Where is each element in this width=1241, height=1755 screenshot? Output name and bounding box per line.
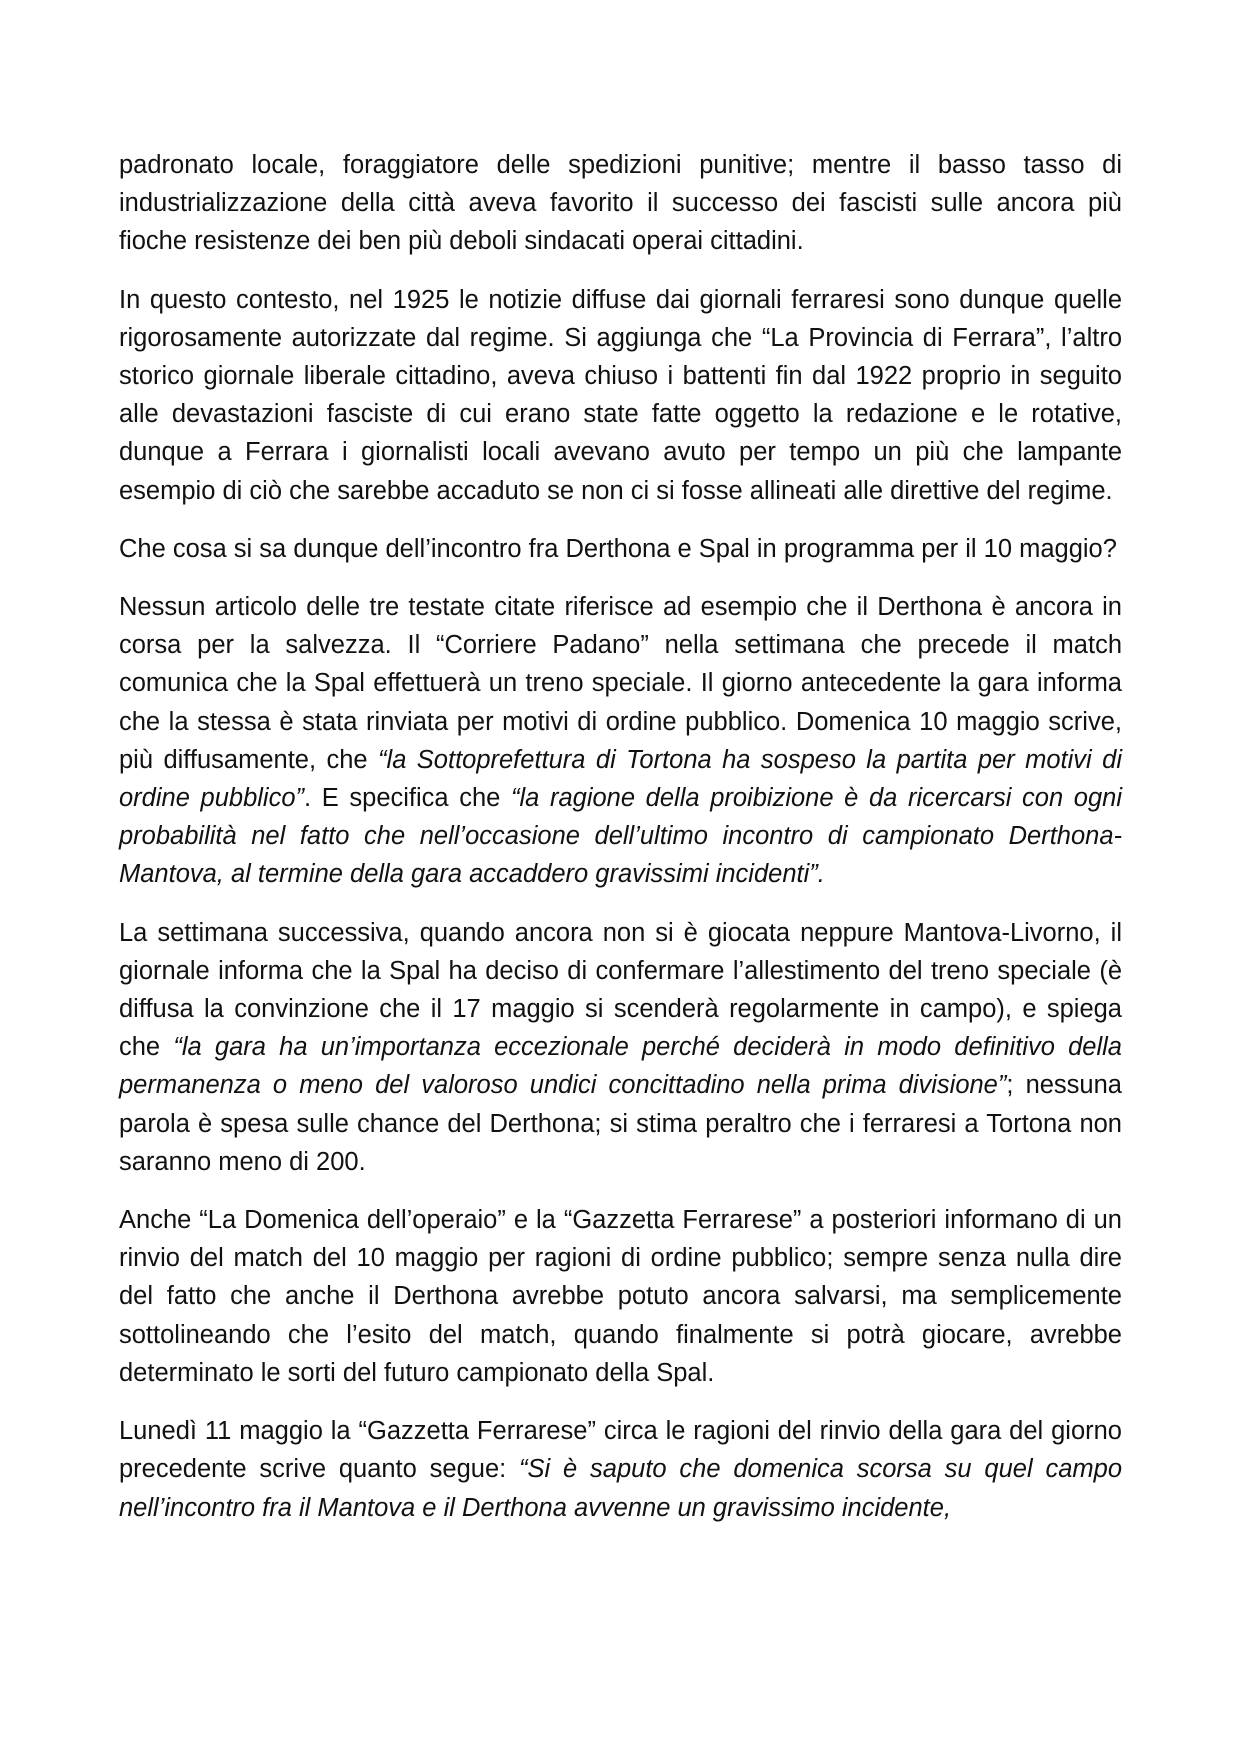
paragraph [119, 146, 1122, 261]
body-text [119, 146, 1122, 1547]
paragraph [119, 281, 1122, 510]
italic-quote: “la ragione della proibizione è da ricercarsi con ogni probabilità nel fatto che nell’occasione dell’ultimo incontro di campionato Derthona-Mantova, al termine della gara accaddero gravissimi incidenti”. [119, 784, 1123, 889]
paragraph-text: Che cosa si sa dunque dell’incontro fra Derthona e Spal in programma per il 10 maggio? [119, 534, 1117, 563]
paragraph-text: Anche “La Domenica dell’operaio” e la “Gazzetta Ferrarese” a posteriori informano di un rinvio del match del 10 maggio per ragioni di ordine pubblico; sempre senza nulla dire del fatto che anche il Derthona avrebbe potuto ancora salvarsi, ma semplicemente sottolineando che l’esito del match, quando finalmente si potrà giocare, avrebbe determinato le sorti del futuro campionato della Spal. [119, 1206, 1122, 1387]
paragraph-text: . E specifica che [304, 784, 511, 813]
italic-quote: “la Sottoprefettura di Tortona ha sospeso la partita per motivi di ordine pubblico” [119, 745, 1122, 813]
paragraph [119, 588, 1122, 894]
italic-quote: “Si è saputo che domenica scorsa su quel campo nell’incontro fra il Mantova e il Derthona avvenne un gravissimo incidente, [119, 1455, 1122, 1522]
paragraph-text: Lunedì 11 maggio la “Gazzetta Ferrarese” circa le ragioni del rinvio della gara del giorno precedente scrive quanto segue: [119, 1417, 1122, 1484]
paragraph [119, 530, 1122, 568]
paragraph [119, 1201, 1122, 1392]
paragraph [119, 1412, 1122, 1527]
paragraph-text: Nessun articolo delle tre testate citate riferisce ad esempio che il Derthona è ancora in corsa per la salvezza. Il “Corriere Padano” nella settimana che precede il match comunica che la Spal effettuerà un treno speciale. Il giorno antecedente la gara informa che la stessa è stata rinviata per motivi di ordine pubblico. Domenica 10 maggio scrive, più diffusamente, che [119, 593, 1122, 774]
paragraph-text: padronato locale, foraggiatore delle spedizioni punitive; mentre il basso tasso di industrializzazione della città aveva favorito il successo dei fascisti sulle ancora più fioche resistenze dei ben più deboli sindacati operai cittadini. [119, 151, 1122, 256]
paragraph-text: La settimana successiva, quando ancora non si è giocata neppure Mantova-Livorno, il giornale informa che la Spal ha deciso di confermare l’allestimento del treno speciale (è diffusa la convinzione che il 17 maggio si scenderà regolarmente in campo), e spiega che [119, 918, 1122, 1062]
paragraph-text: ; nessuna parola è spesa sulle chance del Derthona; si stima peraltro che i ferraresi a Tortona non saranno meno di 200. [119, 1071, 1122, 1176]
paragraph [119, 914, 1122, 1181]
paragraph-text: In questo contesto, nel 1925 le notizie diffuse dai giornali ferraresi sono dunque quelle rigorosamente autorizzate dal regime. Si aggiunga che “La Provincia di Ferrara”, l’altro storico giornale liberale cittadino, aveva chiuso i battenti fin dal 1922 proprio in seguito alle devastazioni fasciste di cui erano state fatte oggetto la redazione e le rotative, dunque a Ferrara i giornalisti locali avevano avuto per tempo un più che lampante esempio di ciò che sarebbe accaduto se non ci si fosse allineati alle direttive del regime. [119, 285, 1122, 505]
italic-quote: “la gara ha un’importanza eccezionale perché deciderà in modo definitivo della permanenza o meno del valoroso undici concittadino nella prima divisione” [119, 1033, 1122, 1100]
